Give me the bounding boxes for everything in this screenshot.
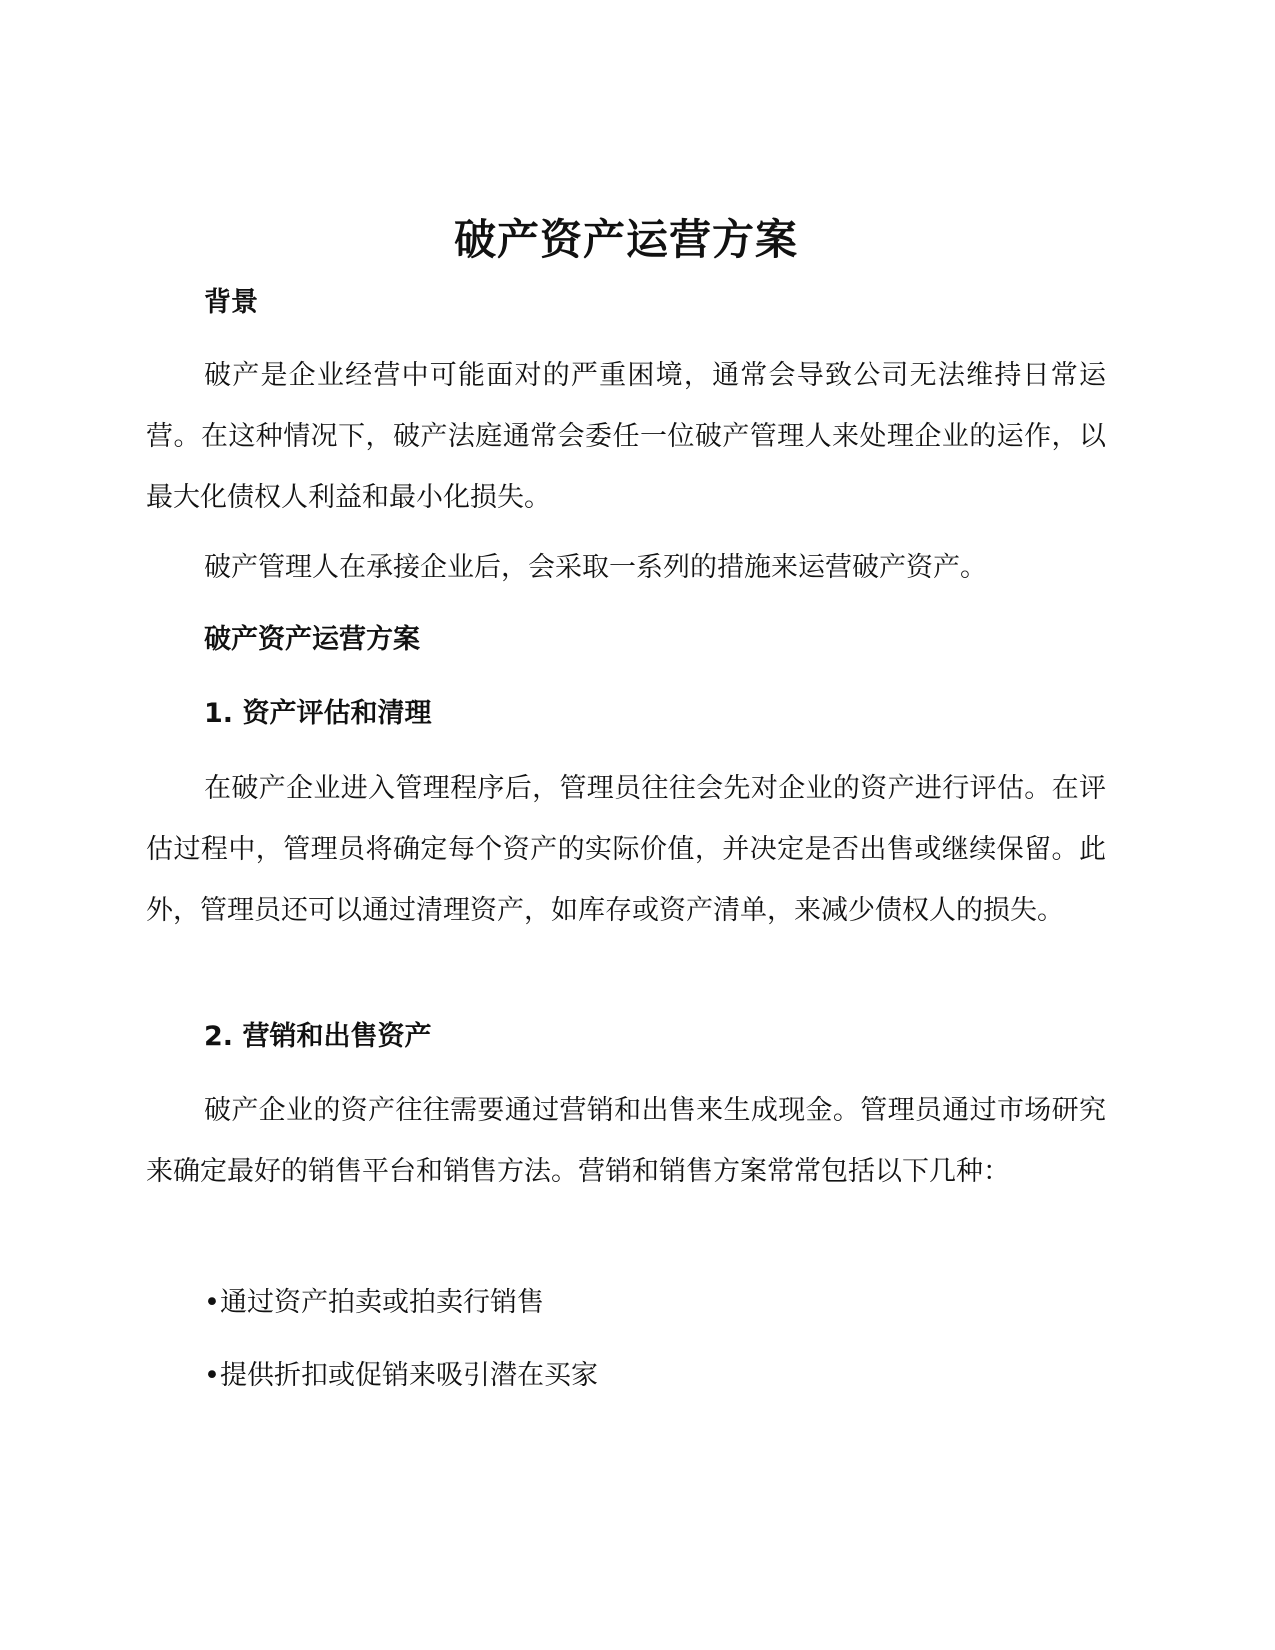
section-heading-plan: 破产资产运营方案 (204, 624, 420, 655)
document-title: 破产资产运营方案 (453, 215, 798, 264)
section-heading-item-2: 2. 营销和出售资产 (204, 1021, 432, 1052)
paragraph-background-1: 破产是企业经营中可能面对的严重困境，通常会导致公司无法维持日常运营。在这种情况下，破产法庭通常会委任一位破产管理人来处理企业的运作，以最大化债权人利益和最小化损失。 (146, 360, 1106, 513)
paragraph-item-1: 在破产企业进入管理程序后，管理员往往会先对企业的资产进行评估。在评估过程中，管理员将确定每个资产的实际价值，并决定是否出售或继续保留。此外，管理员还可以通过清理资产，如库存或资产清单，来减少债权人的损失。 (146, 773, 1106, 926)
list-item-text: 提供折扣或促销来吸引潜在买家 (220, 1360, 598, 1391)
bullet-marker: • (204, 1287, 220, 1318)
list-item (204, 1356, 598, 1396)
list-item (204, 1283, 544, 1323)
section-heading-background: 背景 (204, 287, 258, 318)
bullet-marker: • (204, 1360, 220, 1391)
paragraph-item-2: 破产企业的资产往往需要通过营销和出售来生成现金。管理员通过市场研究来确定最好的销售平台和销售方法。营销和销售方案常常包括以下几种： (146, 1095, 1106, 1187)
paragraph-background-2: 破产管理人在承接企业后，会采取一系列的措施来运营破产资产。 (204, 552, 987, 583)
list-item-text: 通过资产拍卖或拍卖行销售 (220, 1287, 544, 1318)
section-heading-item-1: 1. 资产评估和清理 (204, 698, 432, 729)
